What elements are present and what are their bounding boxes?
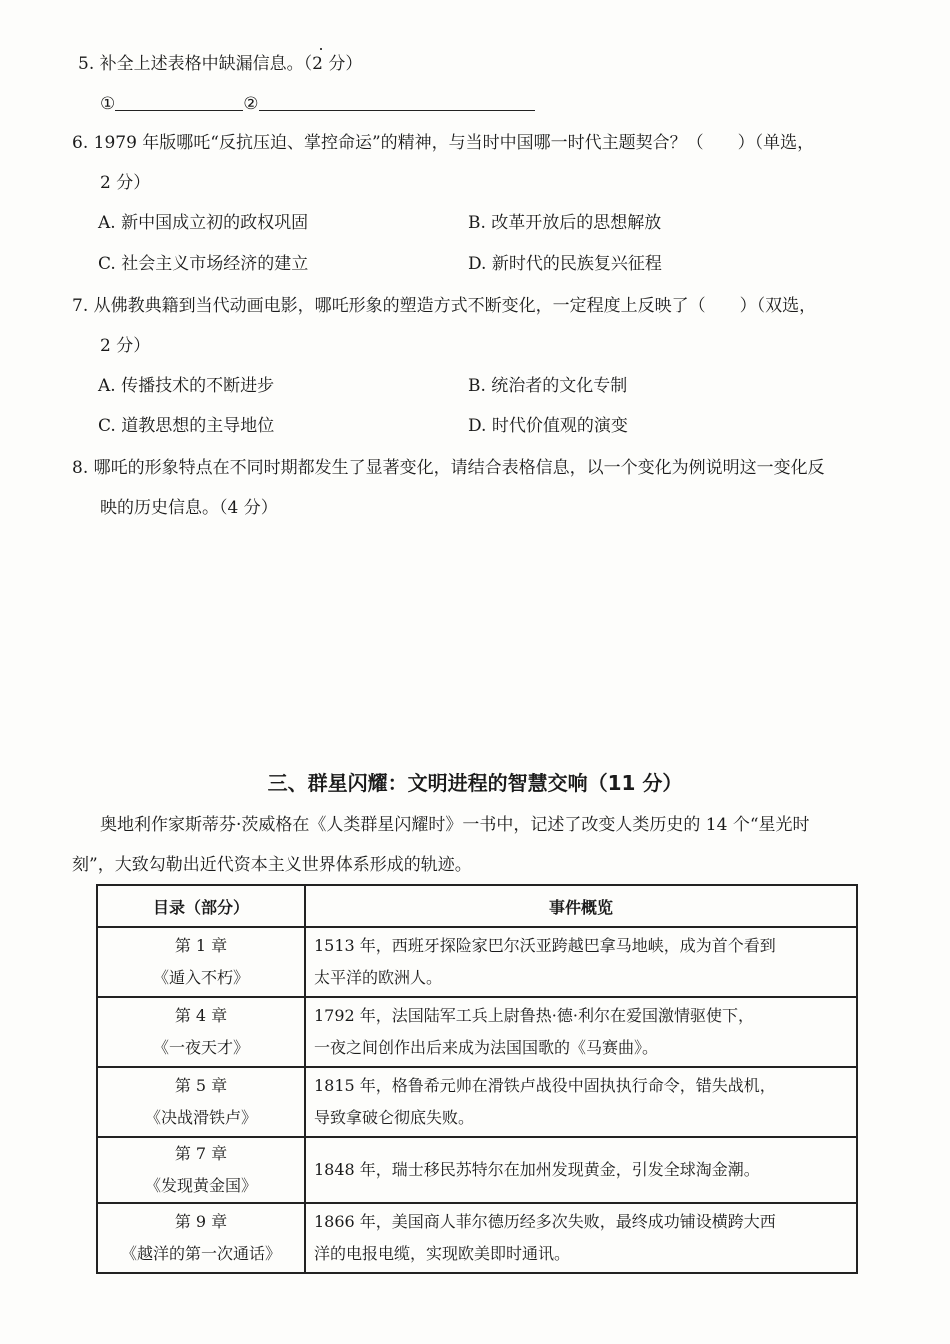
table-row [97, 997, 857, 1067]
event-line-2: 太平洋的欧洲人。 [314, 968, 443, 987]
chapter-number: 第 7 章 [174, 1144, 228, 1163]
q7-option-a[interactable]: A. 传播技术的不断进步 [98, 376, 275, 396]
q6-option-d[interactable]: D. 新时代的民族复兴征程 [468, 254, 662, 274]
chapter-cell [97, 1067, 305, 1137]
question-8-text: 8. 哪吒的形象特点在不同时期都发生了显著变化，请结合表格信息，以一个变化为例说明这一变化反 [72, 458, 825, 478]
section-3-intro-line-1: 奥地利作家斯蒂芬·茨威格在《人类群星闪耀时》一书中，记述了改变人类历史的 14 个“星光时 [100, 815, 810, 835]
question-6-text-cont: 2 分） [100, 173, 151, 193]
question-7-text-cont: 2 分） [100, 336, 151, 356]
blank-2-label: ② [243, 94, 259, 114]
table-row [97, 1137, 857, 1203]
event-line-2: 一夜之间创作出后来成为法国国歌的《马赛曲》。 [314, 1038, 659, 1057]
chapter-cell [97, 997, 305, 1067]
event-line-2: 洋的电报电缆，实现欧美即时通讯。 [314, 1244, 571, 1263]
chapter-title: 《一夜天才》 [152, 1038, 249, 1057]
scan-dot [320, 48, 322, 50]
q6-option-b[interactable]: B. 改革开放后的思想解放 [468, 213, 662, 233]
question-8-text-cont: 映的历史信息。（4 分） [100, 498, 278, 518]
table-row [97, 1067, 857, 1137]
event-line-1: 1792 年，法国陆军工兵上尉鲁热·德·利尔在爱国激情驱使下， [314, 1006, 754, 1025]
table-row [97, 1203, 857, 1273]
event-line-1: 1513 年，西班牙探险家巴尔沃亚跨越巴拿马地峡，成为首个看到 [314, 936, 776, 955]
chapter-number: 第 9 章 [174, 1212, 228, 1231]
event-line-2: 导致拿破仑彻底失败。 [314, 1108, 475, 1127]
q6-option-a[interactable]: A. 新中国成立初的政权巩固 [98, 213, 309, 233]
chapter-title: 《发现黄金国》 [144, 1176, 257, 1195]
question-5-blanks [100, 92, 535, 116]
chapter-cell [97, 1203, 305, 1273]
answer-blank-1[interactable] [115, 92, 243, 111]
section-3-title: 三、群星闪耀：文明进程的智慧交响（11 分） [267, 771, 683, 795]
event-cell [305, 997, 857, 1067]
event-line-1: 1866 年，美国商人菲尔德历经多次失败，最终成功铺设横跨大西 [314, 1212, 776, 1231]
table-row [97, 927, 857, 997]
q7-option-b[interactable]: B. 统治者的文化专制 [468, 376, 628, 396]
header-events: 事件概览 [305, 885, 857, 927]
section-3-intro-line-2: 刻”，大致勾勒出近代资本主义世界体系形成的轨迹。 [72, 855, 472, 875]
chapter-title: 《遁入不朽》 [152, 968, 249, 987]
table-header-row [97, 885, 857, 927]
chapter-title: 《决战滑铁卢》 [144, 1108, 257, 1127]
event-line-1: 1815 年，格鲁希元帅在滑铁卢战役中固执执行命令，错失战机， [314, 1076, 776, 1095]
event-line-1: 1848 年，瑞士移民苏特尔在加州发现黄金，引发全球淘金潮。 [314, 1160, 760, 1179]
question-6-text: 6. 1979 年版哪吒“反抗压迫、掌控命运”的精神，与当时中国哪一时代主题契合？（ ）（单选， [72, 133, 815, 153]
answer-blank-2[interactable] [259, 92, 535, 111]
question-5-text: 5. 补全上述表格中缺漏信息。（2 分） [78, 54, 363, 74]
event-cell [305, 1137, 857, 1203]
chapter-number: 第 5 章 [174, 1076, 228, 1095]
q7-option-c[interactable]: C. 道教思想的主导地位 [98, 416, 275, 436]
header-contents: 目录（部分） [97, 885, 305, 927]
event-cell [305, 1067, 857, 1137]
q7-option-d[interactable]: D. 时代价值观的演变 [468, 416, 628, 436]
chapter-title: 《越洋的第一次通话》 [120, 1244, 281, 1263]
event-cell [305, 927, 857, 997]
chapter-number: 第 1 章 [174, 936, 228, 955]
chapter-cell [97, 927, 305, 997]
blank-1-label: ① [100, 94, 116, 114]
event-cell [305, 1203, 857, 1273]
question-7-text: 7. 从佛教典籍到当代动画电影，哪吒形象的塑造方式不断变化，一定程度上反映了（ ）（双选， [72, 296, 817, 316]
chapter-number: 第 4 章 [174, 1006, 228, 1025]
q6-option-c[interactable]: C. 社会主义市场经济的建立 [98, 254, 309, 274]
events-table [96, 884, 858, 1274]
chapter-cell [97, 1137, 305, 1203]
